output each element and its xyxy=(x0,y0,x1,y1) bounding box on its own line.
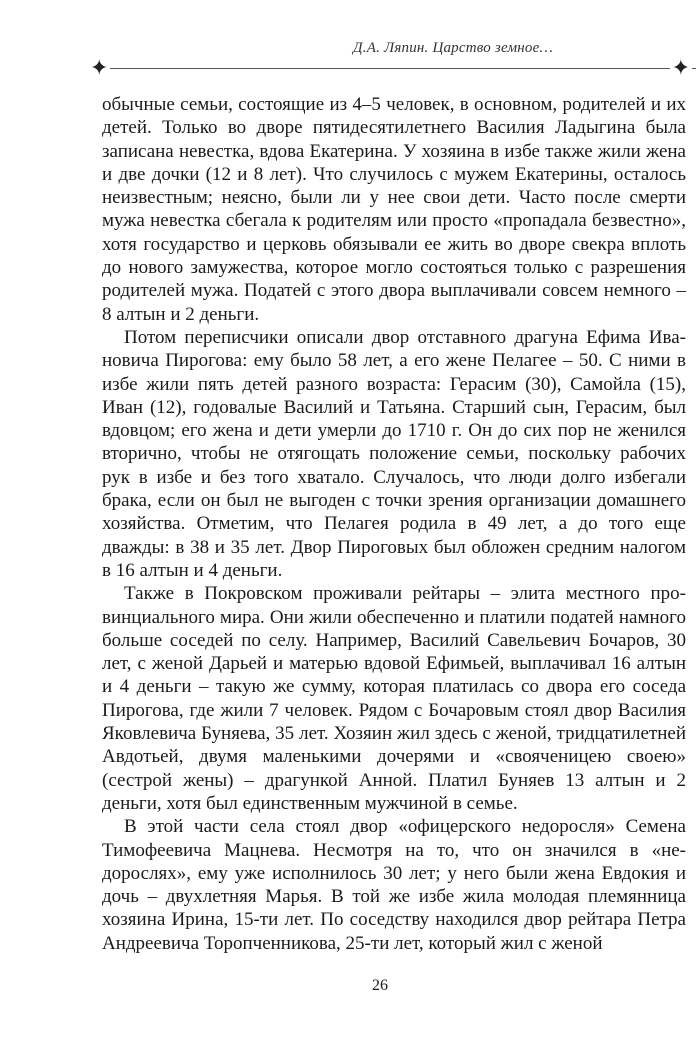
running-header-title: Д.А. Ляпин. Царство земное… xyxy=(353,40,553,56)
page-body-text xyxy=(102,93,686,955)
ornament-left-icon: ✦ xyxy=(90,55,109,80)
header-rule xyxy=(100,68,696,69)
running-header xyxy=(90,40,696,80)
paragraph: В этой части села стоял двор «офицерского недоросля» Семена Тимофеевича Мацнева. Несмотря на то, что он значился в «недорослях», ему уже исполнилось 30 лет; у него были жена Евдокия и дочь – двухлетняя Марья. В той же избе жила молодая племянница хозяина Ирина, 15-ти лет. По соседству находился двор рейтара Петра Андреевича Торопченникова, 25-ти лет, который жил с женой xyxy=(102,816,686,954)
paragraph: обычные семьи, состоящие из 4–5 человек, в основном, родителей и их детей. Только во дворе пятидесятилетнего Василия Ладыгина была записана невестка, вдова Екатерина. У хозяина в избе также жили жена и две дочки (12 и 8 лет). Что случилось с мужем Екатерины, осталось неизвестным; неясно, были ли у нее свои дети. Часто после смерти мужа невестка сбегала к родителям или просто «пропадала безвестно», хотя государство и церковь обязывали ее жить во дворе свекра вплоть до нового замужества, которое могло состояться только с разрешения родителей мужа. Податей с этого двора выплачивали совсем немного – 8 алтын и 2 деньги. xyxy=(102,94,686,325)
paragraph: Потом переписчики описали двор отставного драгуна Ефима Ивановича Пирогова: ему было 58 лет, а его жене Пелагее – 50. С ними в избе жили пять детей разного возраста: Герасим (30), Самойла (15), Иван (12), годовалые Василий и Татьяна. Старший сын, Герасим, был вдовцом; его жена и дети умерли до 1710 г. Он до сих пор не женился вторично, чтобы не отягощать положение семьи, поскольку рабочих рук в избе и без того хватало. Случалось, что люди долго избегали брака, если он был не выгоден с точки зрения организации домашнего хозяйства. Отметим, что Пелагея родила в 49 лет, а до того еще дважды: в 38 и 35 лет. Двор Пироговых был обложен средним налогом в 16 алтын и 4 деньги. xyxy=(102,326,686,581)
page-number: 26 xyxy=(372,977,388,994)
ornament-right-icon: ✦ xyxy=(671,55,690,80)
paragraph: Также в Покровском проживали рейтары – элита местного провинциального мира. Они жили обеспеченно и платили податей намного больше соседей по селу. Например, Василий Савельевич Бочаров, 30 лет, с женой Дарьей и матерью вдовой Ефимьей, выплачивал 16 алтын и 4 деньги – такую же сумму, которая платилась со двора его соседа Пирогова, где жили 7 человек. Рядом с Бочаровым стоял двор Василия Яковлевича Буняева, 35 лет. Хозяин жил здесь с женой, тридцатилетней Авдотьей, двумя маленькими дочерями и «свояченицею своею» (сестрой жены) – драгункой Анной. Платил Буняев 13 алтын и 2 деньги, хотя был единственным мужчиной в семье. xyxy=(102,583,686,814)
